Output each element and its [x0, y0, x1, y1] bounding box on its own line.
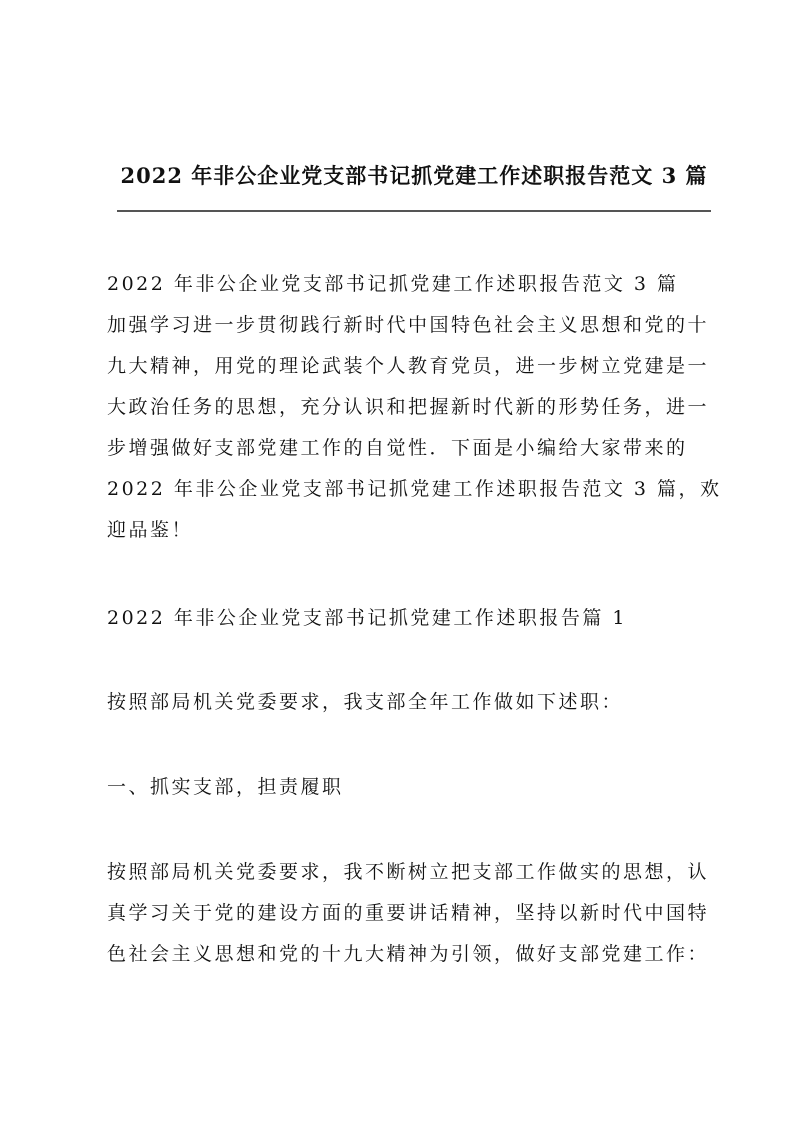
intro-line: 2022 年非公企业党支部书记抓党建工作述职报告范文 3 篇	[107, 273, 679, 295]
intro-line: 迎品鉴！	[107, 519, 194, 541]
intro-line: 加强学习进一步贯彻践行新时代中国特色社会主义思想和党的十	[107, 314, 710, 336]
intro-paragraph	[107, 264, 722, 551]
body-line: 色社会主义思想和党的十九大精神为引领，做好支部党建工作：	[107, 943, 710, 965]
intro-line: 大政治任务的思想，充分认识和把握新时代新的形势任务，进一	[107, 396, 710, 418]
body-paragraph	[107, 852, 710, 975]
intro-line: 2022 年非公企业党支部书记抓党建工作述职报告范文 3 篇，欢	[107, 478, 722, 500]
intro-line: 步增强做好支部党建工作的自觉性．下面是小编给大家带来的	[107, 437, 688, 459]
section-heading: 2022 年非公企业党支部书记抓党建工作述职报告篇 1	[107, 607, 628, 629]
body-line: 真学习关于党的建设方面的重要讲话精神，坚持以新时代中国特	[107, 902, 710, 924]
body-line: 按照部局机关党委要求，我不断树立把支部工作做实的思想，认	[107, 861, 710, 883]
subheading-1: 一、抓实支部，担责履职	[107, 776, 344, 798]
intro-line: 九大精神，用党的理论武装个人教育党员，进一步树立党建是一	[107, 355, 710, 377]
document-title: 2022 年非公企业党支部书记抓党建工作述职报告范文 3 篇	[120, 163, 708, 188]
title-underline	[117, 210, 711, 212]
opening-paragraph: 按照部局机关党委要求，我支部全年工作做如下述职：	[107, 691, 624, 713]
